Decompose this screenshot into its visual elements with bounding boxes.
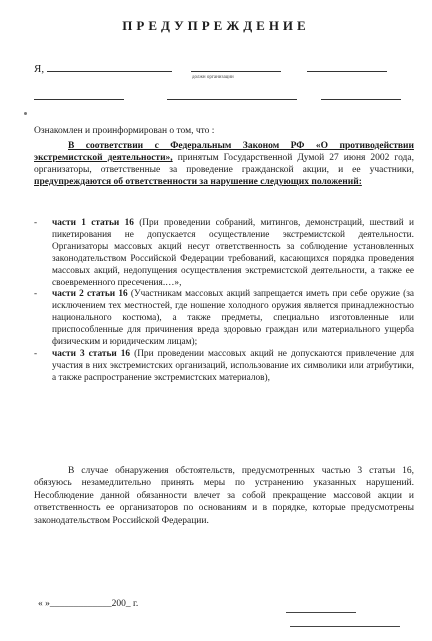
bullet-dash: - — [34, 218, 38, 228]
item-part: части 2 статьи 16 — [52, 289, 128, 300]
second-field-line-2[interactable] — [167, 90, 297, 100]
item-text: (При проведении собраний, митингов, демонстраций, шествий и пикетирования не допускается осуществление экстремистской деятельности. Организаторы массовых акций несут ответственность за соблюдение установленных законодательством Российской Федерации требований, касающихся порядка проведения массовых акций, недопущения осуществления экстремистской деятельности, а также ее своевременного пресечения.…», — [52, 218, 414, 288]
provisions-list — [34, 218, 414, 385]
second-line — [34, 90, 401, 102]
position-field-line[interactable] — [191, 62, 281, 72]
org-hint: должн организации — [192, 75, 234, 80]
org-field-line[interactable] — [307, 62, 387, 72]
name-field-line[interactable] — [47, 62, 172, 72]
intro-text: Ознакомлен и проинформирован о том, что : — [34, 126, 215, 136]
list-item — [34, 289, 414, 349]
law-reference: В соответствии с Федеральным Законом РФ «О противодействии экстремистской деятельности», — [34, 141, 414, 163]
item-part: части 3 статьи 16 — [52, 348, 131, 359]
item-text: (При проведении массовых акций не допускаются привлечение для участия в них экстремистских организаций, использование их символики или атрибутики, а также распространение экстремистских материалов), — [52, 348, 414, 383]
bullet-dash: - — [34, 348, 38, 359]
list-item — [34, 218, 414, 289]
signature-line[interactable] — [286, 612, 356, 613]
item-text: (Участникам массовых акций запрещается иметь при себе оружие (за исключением тех местностей, где ношение холодного оружия является принадлежностью национального костюма), а также предметы, специально изготовленные или приспособленные для причинения вреда здоровью граждан или материального ущерба физическим и юридическим лицам); — [52, 289, 414, 348]
name-line — [34, 62, 387, 75]
document-title: ПРЕДУПРЕЖДЕНИЕ — [122, 18, 310, 33]
law-paragraph — [34, 140, 414, 188]
law-middle: принятым Государственной Думой 27 июня 2002 года, организаторы, ответственные за проведение гражданской акции, и ее участники, — [34, 153, 414, 175]
scan-dot — [24, 112, 27, 115]
date-line: « »_____________200_ г. — [38, 599, 139, 609]
signature-name-line[interactable] — [290, 626, 400, 627]
bullet-dash: - — [34, 289, 38, 300]
law-warning: предупреждаются об ответственности за нарушение следующих положений: — [34, 177, 362, 187]
second-field-line-1[interactable] — [34, 90, 124, 100]
second-field-line-3[interactable] — [321, 90, 401, 100]
item-part: части 1 статьи 16 — [52, 218, 134, 228]
final-paragraph: В случае обнаружения обстоятельств, предусмотренных частью 3 статьи 16, обязуюсь незамедлительно принять меры по устранению указанных нарушений. Несоблюдение данной обязанности влечет за собой прекращение массовой акции и ответственность ее организаторов по основаниям и в порядке, которые предусмотрены законодательством Российской Федерации. — [34, 466, 414, 526]
list-item — [34, 349, 414, 385]
i-label: Я, — [34, 63, 45, 75]
